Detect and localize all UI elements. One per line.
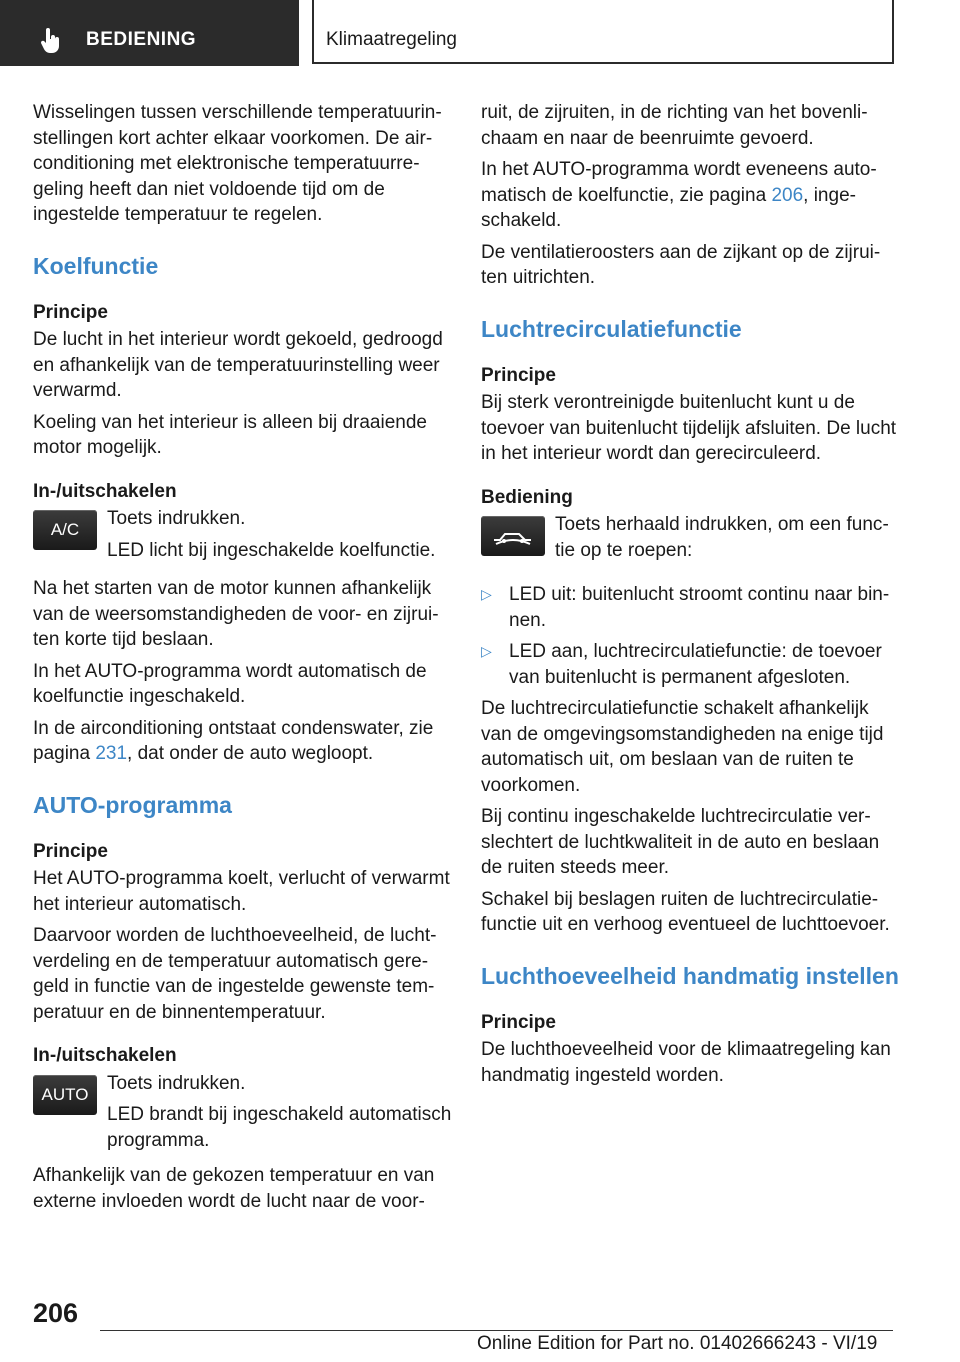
paragraph: LED brandt bij ingeschakeld automatisch programma. [107, 1104, 452, 1151]
paragraph: LED licht bij ingeschakelde koelfunctie. [107, 539, 436, 561]
car-recirculation-icon [490, 525, 536, 547]
page-number: 206 [33, 1298, 79, 1328]
paragraph: Na het starten van de motor kunnen afhankelijk van de weersomstandigheden de voor- en zijruiten korte tijd beslaan. [33, 578, 439, 650]
paragraph: Bij continu ingeschakelde luchtrecirculatie verslechtert de luchtkwaliteit in de auto en beslaan de ruiten steeds meer. [481, 806, 880, 878]
paragraph: Toets indrukken. [107, 1072, 246, 1094]
list-item: ▷ LED uit: buitenlucht stroomt continu naar binnen. [481, 584, 890, 631]
subheading: In-/uitschakelen [33, 1045, 177, 1066]
paragraph: De luchthoeveelheid voor de klimaatregeling kan handmatig ingesteld worden. [481, 1039, 891, 1086]
hand-pointer-icon [40, 28, 62, 54]
subheading: Principe [33, 301, 108, 323]
triangle-bullet-icon: ▷ [481, 643, 492, 659]
page-link[interactable]: 231 [95, 743, 128, 764]
right-column [481, 100, 899, 1094]
paragraph: Toets herhaald indrukken, om een functie op te roepen: [555, 514, 889, 561]
footer-divider [100, 1330, 893, 1331]
recirculation-button-icon [481, 516, 545, 556]
section-label: BEDIENING [86, 29, 197, 50]
paragraph: Het AUTO-programma koelt, verlucht of verwarmt het interieur automatisch. [33, 868, 450, 915]
paragraph: Koeling van het interieur is alleen bij draaiende motor mogelijk. [33, 411, 427, 458]
chapter-tab [312, 0, 894, 64]
paragraph: Wisselingen tussen verschillende temperatuurinstellingen kort achter elkaar voorkomen. De airconditioning met elektronische temperatuurregeling heeft dan niet voldoende tijd om de ingestelde temperatuur te regelen. [33, 102, 442, 225]
section-heading-auto: AUTO-programma [33, 791, 232, 818]
paragraph: Toets indrukken. [107, 508, 246, 529]
auto-instruction [33, 1071, 453, 1154]
paragraph: In het AUTO-programma wordt automatisch de koelfunctie ingeschakeld. [33, 660, 427, 707]
subheading: Principe [481, 364, 556, 386]
paragraph: Afhankelijk van de gekozen temperatuur en van externe invloeden wordt de lucht naar de voor- [33, 1165, 435, 1212]
section-heading-luchthoeveelheid: Luchthoeveelheid handmatig instellen [481, 962, 899, 989]
chapter-label: Klimaatregeling [326, 29, 457, 50]
paragraph: De lucht in het interieur wordt gekoeld, gedroogd en afhankelijk van de temperatuurinstelling weer verwarmd. [33, 329, 443, 401]
paragraph: ruit, de zijruiten, in de richting van het bovenlichaam en naar de beenruimte gevoerd. [481, 102, 868, 149]
page-header [0, 0, 960, 66]
paragraph: Schakel bij beslagen ruiten de luchtrecirculatiefunctie uit en verhoog eventueel de luchttoevoer. [481, 888, 890, 935]
triangle-bullet-icon: ▷ [481, 586, 492, 602]
left-column [33, 100, 453, 1220]
list-item: ▷ LED aan, luchtrecirculatiefunctie: de toevoer van buitenlucht is permanent afgesloten. [481, 641, 882, 688]
subheading: Principe [33, 840, 108, 862]
subheading: Principe [481, 1011, 556, 1033]
section-heading-koelfunctie: Koelfunctie [33, 252, 159, 279]
paragraph: Daarvoor worden de luchthoeveelheid, de luchtverdeling en de temperatuur automatisch geregeld in functie van de ingestelde gewenste temperatuur en de binnentemperatuur. [33, 925, 437, 1023]
paragraph: De luchtrecirculatiefunctie schakelt afhankelijk van de omgevingsomstandigheden na enige tijd automatisch uit, om beslaan van de ruiten te voorkomen. [481, 698, 884, 796]
ac-button-icon: A/C [33, 510, 97, 550]
auto-button-icon: AUTO [33, 1075, 97, 1115]
paragraph: In de airconditioning ontstaat condenswater, zie pagina 231, dat onder de auto wegloopt. [33, 717, 434, 764]
recirculation-instruction [481, 512, 899, 572]
paragraph: In het AUTO-programma wordt eveneens automatisch de koelfunctie, zie pagina 206, ingeschakeld. [481, 159, 877, 231]
section-heading-recirculation: Luchtrecirculatiefunctie [481, 315, 742, 342]
subheading: In-/uitschakelen [33, 480, 177, 502]
edition-note: Online Edition for Part no. 01402666243 - VI/19 [477, 1333, 878, 1354]
section-tab [0, 0, 299, 66]
ac-instruction [33, 506, 453, 566]
page-link[interactable]: 206 [771, 184, 804, 206]
subheading: Bediening [481, 486, 573, 508]
paragraph: Bij sterk verontreinigde buitenlucht kunt u de toevoer van buitenlucht tijdelijk afsluiten. De lucht in het interieur wordt dan gerecirculeerd. [481, 392, 897, 464]
paragraph: De ventilatieroosters aan de zijkant op de zijruiten uitrichten. [481, 241, 881, 288]
